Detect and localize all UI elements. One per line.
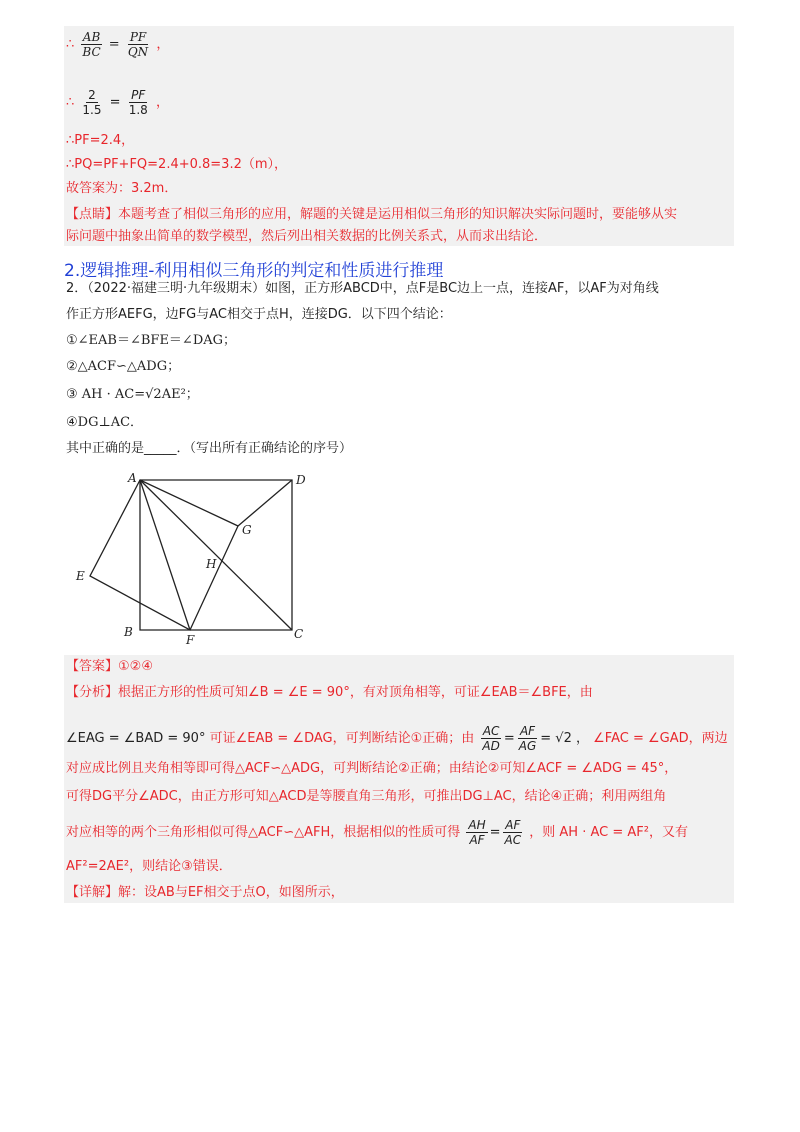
label-g: G (242, 523, 252, 537)
punctuation: ， (155, 95, 169, 110)
problem-line2: 作正方形AEFG，边FG与AC相交于点H，连接DG．以下四个结论： (66, 307, 452, 322)
frac-den: AD (482, 739, 500, 753)
fraction-ac-ad (480, 724, 501, 753)
analysis-line1 (66, 684, 593, 702)
comment-line1 (66, 206, 677, 224)
fraction-ab-bc (80, 30, 102, 59)
section-title: 2.逻辑推理-利用相似三角形的判定和性质进行推理 (64, 261, 444, 281)
analysis-line3: 对应成比例且夹角相等即可得△ACF∽△ADG，可判断结论②正确；由结论②可知∠ACF = ∠ADG = 45°， (66, 761, 678, 776)
fraction-2-1.5 (80, 88, 103, 117)
conclusion-3 (66, 386, 199, 404)
equals-sign: = (108, 37, 120, 52)
comment-tag: 【点睛】 (66, 207, 119, 222)
c3-rest: AE²； (161, 387, 199, 402)
analysis-line5 (66, 818, 688, 847)
fraction-af-ag (517, 724, 539, 753)
solution-step2 (66, 88, 169, 117)
fraction-pf-1.8 (127, 88, 150, 117)
segment-dg (238, 480, 292, 526)
detail-text: 解：设AB与EF相交于点O，如图所示， (118, 885, 344, 900)
conclusion-2: ②△ACF∽△ADG； (66, 359, 181, 374)
label-e: E (76, 569, 85, 583)
frac-den: 1.5 (82, 103, 102, 117)
analysis-text: 对应相等的两个三角形相似可得△ACF∽△AFH，根据相似的性质可得 (66, 825, 461, 840)
fraction-af-ac (503, 818, 524, 847)
answer-value: ①②④ (118, 659, 153, 674)
analysis-text: ，则 AH · AC = AF²，又有 (529, 825, 688, 840)
label-h: H (206, 557, 217, 571)
frac-num: AF (505, 818, 521, 832)
frac-den: 1.8 (128, 103, 148, 117)
label-b: B (124, 625, 133, 639)
fraction-pf-qn (126, 30, 150, 59)
frac-num: AH (468, 818, 486, 832)
analysis-text: ∠FAC = ∠GAD，两边 (593, 731, 728, 746)
solution-step5: 故答案为：3.2m． (66, 181, 178, 196)
frac-num: PF (131, 88, 146, 102)
label-a: A (128, 471, 137, 485)
solution-step4: ∴PQ=PF+FQ=2.4+0.8=3.2（m）， (66, 157, 288, 172)
angle-eag: ∠EAG = ∠BAD = 90° (66, 731, 206, 746)
conclusion-4: ④DG⊥AC． (66, 415, 144, 430)
frac-num: AC (482, 724, 500, 738)
solution-step1 (66, 30, 169, 59)
frac-den: BC (82, 45, 101, 59)
question-line: 其中正确的是_____．（写出所有正确结论的序号） (66, 441, 353, 456)
label-c: C (294, 627, 304, 641)
problem-line1: 2．（2022·福建三明·九年级期末）如图，正方形ABCD中，点F是BC边上一点，连接AF，以AF为对角线 (66, 281, 659, 296)
geometry-figure (64, 462, 324, 652)
equals-sign: = (503, 731, 515, 746)
comment-line2: 际问题中抽象出简单的数学模型，然后列出相关数据的比例关系式，从而求出结论． (66, 229, 548, 244)
analysis-tag: 【分析】 (66, 685, 119, 700)
frac-den: QN (127, 45, 149, 59)
frac-num: AF (519, 724, 536, 738)
frac-num: PF (129, 30, 147, 44)
equals-sign: = (109, 95, 121, 110)
analysis-line4: 可得DG平分∠ADC，由正方形可知△ACD是等腰直角三角形，可推出DG⊥AC，结论④正确；利用两组角 (66, 789, 667, 804)
segment-ac (140, 480, 292, 630)
answer-tag: 【答案】 (66, 659, 119, 674)
analysis-line2 (66, 724, 728, 753)
analysis-text: 可证∠EAB = ∠DAG，可判断结论①正确；由 (209, 731, 475, 746)
conclusion-1: ①∠EAB＝∠BFE＝∠DAG； (66, 333, 237, 348)
label-f: F (186, 633, 195, 647)
analysis-line6: AF²=2AE²，则结论③错误． (66, 859, 232, 874)
sqrt-tail: = √2 ， (540, 731, 589, 746)
detail-line (66, 884, 344, 902)
solution-step3: ∴PF=2.4， (66, 133, 135, 148)
equals-sign: = (489, 825, 501, 840)
comment-text: 本题考查了相似三角形的应用，解题的关键是运用相似三角形的知识解决实际问题时，要能够从实 (118, 207, 678, 222)
therefore-symbol: ∴ (66, 37, 75, 52)
answer-line (66, 658, 153, 676)
therefore-symbol: ∴ (66, 95, 75, 110)
punctuation: ， (156, 37, 170, 52)
sqrt-two: √2 (145, 387, 162, 402)
detail-tag: 【详解】 (66, 885, 119, 900)
frac-num: 2 (88, 88, 96, 102)
frac-num: AB (82, 30, 101, 44)
label-d: D (296, 473, 306, 487)
frac-den: AG (518, 739, 537, 753)
fraction-ah-af (466, 818, 487, 847)
frac-den: AC (504, 833, 522, 847)
frac-den: AF (469, 833, 485, 847)
c3-prefix: ③ AH · AC= (66, 387, 146, 402)
analysis-text: 根据正方形的性质可知∠B = ∠E = 90°，有对顶角相等，可证∠EAB＝∠BFE，由 (118, 685, 593, 700)
